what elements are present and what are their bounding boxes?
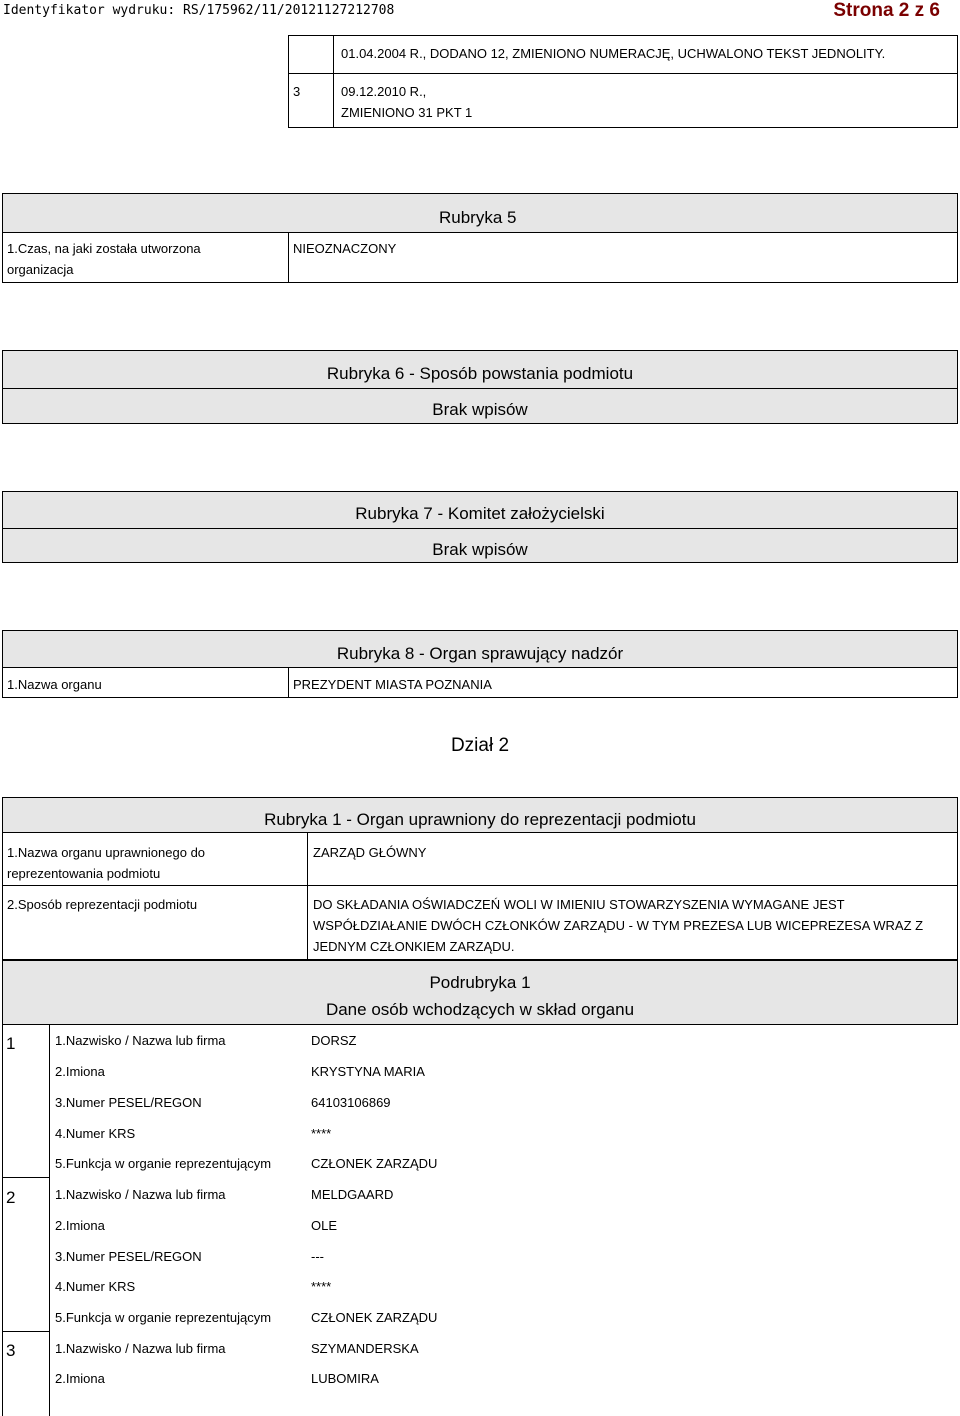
rubryka-6-divider — [2, 388, 958, 389]
person-3-surname-value: SZYMANDERSKA — [311, 1341, 419, 1356]
history-entry-text: 01.04.2004 R., DODANO 12, ZMIENIONO NUMERACJĘ, UCHWALONO TEKST JEDNOLITY. — [341, 46, 886, 61]
person-3-names-label: 2.Imiona — [55, 1371, 105, 1386]
person-2-function-value: CZŁONEK ZARZĄDU — [311, 1310, 438, 1325]
podrubryka-1-header — [2, 960, 958, 1025]
person-1-pesel-value: 64103106869 — [311, 1095, 391, 1110]
rubryka-7-empty: Brak wpisów — [432, 540, 528, 559]
rubryka-8-value: PREZYDENT MIASTA POZNANIA — [293, 677, 492, 692]
rubryka-1-title: Rubryka 1 - Organ uprawniony do reprezentacji podmiotu — [264, 810, 696, 829]
history-divider — [333, 35, 334, 128]
podrubryka-1-subtitle: Dane osób wchodzących w skład organu — [325, 1000, 635, 1019]
person-1-function-value: CZŁONEK ZARZĄDU — [311, 1156, 438, 1171]
person-2-surname-value: MELDGAARD — [311, 1187, 394, 1202]
person-2-function-label: 5.Funkcja w organie reprezentującym — [55, 1310, 272, 1325]
person-3-surname-label: 1.Nazwisko / Nazwa lub firma — [55, 1341, 226, 1356]
person-1-krs-value: **** — [311, 1126, 332, 1141]
history-entry-number: 3 — [293, 84, 301, 99]
rubryka-6-title: Rubryka 6 - Sposób powstania podmiotu — [326, 364, 634, 383]
person-1-names-value: KRYSTYNA MARIA — [311, 1064, 425, 1079]
podrubryka-1-title: Podrubryka 1 — [429, 973, 531, 992]
rubryka-7-title: Rubryka 7 - Komitet założycielski — [355, 504, 605, 523]
person-2-krs-label: 4.Numer KRS — [55, 1279, 136, 1294]
rubryka-1-f1-label-line2: reprezentowania podmiotu — [7, 866, 161, 881]
person-1-surname-value: DORSZ — [311, 1033, 357, 1048]
person-2-pesel-value: --- — [311, 1249, 324, 1264]
person-2-names-label: 2.Imiona — [55, 1218, 105, 1233]
rubryka-1-row-divider — [2, 885, 958, 886]
person-1-surname-label: 1.Nazwisko / Nazwa lub firma — [55, 1033, 226, 1048]
rubryka-1-header — [2, 797, 958, 833]
rubryka-1-f1-label-line1: 1.Nazwa organu uprawnionego do — [7, 845, 206, 860]
rubryka-7-header — [2, 491, 958, 563]
rubryka-5-title: Rubryka 5 — [439, 208, 517, 227]
person-3-names-value: LUBOMIRA — [311, 1371, 379, 1386]
rubryka-6-empty: Brak wpisów — [432, 400, 528, 419]
page-number: Strona 2 z 6 — [833, 0, 940, 21]
rubryka-1-f2-label: 2.Sposób reprezentacji podmiotu — [7, 897, 198, 912]
print-identifier: Identyfikator wydruku: RS/175962/11/20121127212708 — [3, 3, 395, 18]
person-1-number: 1 — [6, 1034, 16, 1053]
history-row-divider — [288, 73, 958, 74]
person-separator-2 — [2, 1331, 50, 1332]
person-1-pesel-label: 3.Numer PESEL/REGON — [55, 1095, 202, 1110]
rubryka-8-header — [2, 630, 958, 668]
person-1-function-label: 5.Funkcja w organie reprezentującym — [55, 1156, 272, 1171]
rubryka-5-label-line1: 1.Czas, na jaki została utworzona — [7, 241, 201, 256]
person-1-krs-label: 4.Numer KRS — [55, 1126, 136, 1141]
rubryka-1-divider — [307, 832, 308, 960]
persons-left-border — [2, 1024, 3, 1416]
person-separator-1 — [2, 1177, 50, 1178]
person-2-surname-label: 1.Nazwisko / Nazwa lub firma — [55, 1187, 226, 1202]
person-2-number: 2 — [6, 1188, 16, 1207]
rubryka-7-divider — [2, 528, 958, 529]
rubryka-8-divider — [288, 667, 289, 698]
history-entry-date: 09.12.2010 R., — [341, 84, 427, 99]
rubryka-8-title: Rubryka 8 - Organ sprawujący nadzór — [336, 644, 624, 663]
rubryka-1-f2-line2: WSPÓŁDZIAŁANIE DWÓCH CZŁONKÓW ZARZĄDU - W TYM PREZESA LUB WICEPREZESA WRAZ Z — [313, 918, 924, 933]
rubryka-5-value: NIEOZNACZONY — [293, 241, 397, 256]
rubryka-5-divider — [288, 232, 289, 283]
person-1-names-label: 2.Imiona — [55, 1064, 105, 1079]
rubryka-8-label: 1.Nazwa organu — [7, 677, 102, 692]
person-2-krs-value: **** — [311, 1279, 332, 1294]
person-2-pesel-label: 3.Numer PESEL/REGON — [55, 1249, 202, 1264]
history-entry-change: ZMIENIONO 31 PKT 1 — [341, 105, 473, 120]
person-3-number: 3 — [6, 1341, 16, 1360]
rubryka-1-f1-value: ZARZĄD GŁÓWNY — [313, 845, 427, 860]
rubryka-5-label-line2: organizacja — [7, 262, 74, 277]
rubryka-1-f2-line1: DO SKŁADANIA OŚWIADCZEŃ WOLI W IMIENIU STOWARZYSZENIA WYMAGANE JEST — [313, 897, 845, 912]
rubryka-1-f2-line3: JEDNYM CZŁONKIEM ZARZĄDU. — [313, 939, 515, 954]
rubryka-6-header — [2, 350, 958, 424]
dzial-2-title: Dział 2 — [450, 735, 510, 756]
persons-number-column-border — [49, 1024, 50, 1416]
rubryka-5-header — [2, 193, 958, 233]
persons-top-border — [2, 1024, 958, 1025]
person-2-names-value: OLE — [311, 1218, 338, 1233]
